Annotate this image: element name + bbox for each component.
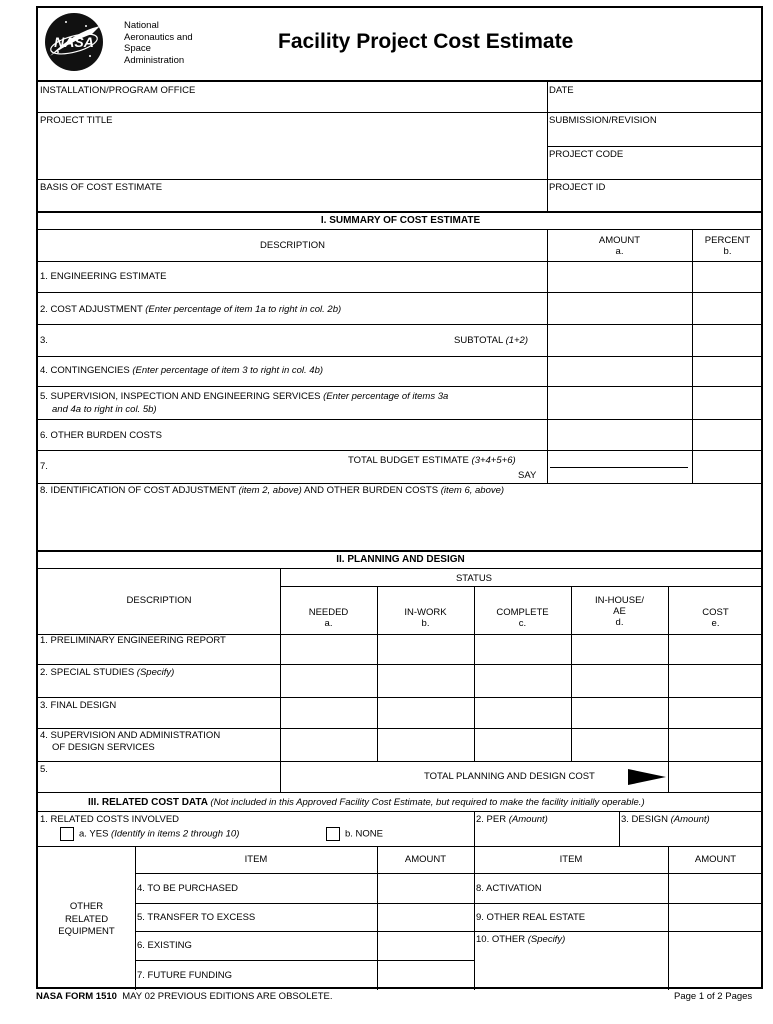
s1-amount-3[interactable]	[548, 325, 691, 355]
section-3-title: III. RELATED COST DATA (Not included in this Approved Facility Cost Estimate, but required to make the facility initially operable.)	[88, 797, 645, 808]
s1-amount-5[interactable]	[548, 387, 691, 418]
project-title-label: PROJECT TITLE	[40, 115, 113, 126]
s2-row-4: 4. SUPERVISION AND ADMINISTRATION	[40, 730, 221, 741]
form-body	[36, 6, 763, 989]
s1-row-7: 7.	[40, 461, 48, 472]
other-equipment-label	[38, 901, 135, 939]
s3-amount-5[interactable]	[378, 904, 473, 930]
s3-amount-10[interactable]	[669, 932, 762, 989]
project-code-field[interactable]	[548, 160, 762, 178]
s3-amount-4[interactable]	[378, 874, 473, 902]
agency-line: Space	[124, 43, 151, 54]
s1-say: SAY	[518, 470, 537, 481]
design-label: 3. DESIGN (Amount)	[621, 814, 710, 825]
basis-field[interactable]	[38, 193, 546, 210]
yes-option[interactable]: a. YES (Identify in items 2 through 10)	[60, 827, 239, 841]
col-amount: AMOUNT	[598, 235, 641, 246]
s2-total-cost[interactable]	[669, 762, 762, 791]
col-amount-sub: a.	[615, 246, 624, 257]
s3-item-9: 9. OTHER REAL ESTATE	[476, 912, 586, 923]
section-1-title: I. SUMMARY OF COST ESTIMATE	[320, 215, 481, 226]
s3-item-5: 5. TRANSFER TO EXCESS	[137, 912, 256, 923]
s3-item-6: 6. EXISTING	[137, 940, 192, 951]
s1-row-3: 3.	[40, 335, 48, 346]
s1-row-2: 2. COST ADJUSTMENT (Enter percentage of item 1a to right in col. 2b)	[40, 304, 342, 315]
s2-col-inhouse-2: AE	[613, 606, 626, 617]
per-field[interactable]	[475, 826, 618, 845]
s2-col-cost: COST	[702, 607, 729, 618]
s1-percent-5[interactable]	[693, 387, 762, 418]
related-costs-label: 1. RELATED COSTS INVOLVED	[40, 814, 180, 825]
project-id-label: PROJECT ID	[549, 182, 606, 193]
other-equipment-line: RELATED	[64, 913, 109, 925]
s1-row-5: 5. SUPERVISION, INSPECTION AND ENGINEERING SERVICES (Enter percentage of items 3a	[40, 391, 449, 402]
submission-field[interactable]	[548, 126, 762, 145]
s2-col-inwork: IN-WORK	[404, 607, 447, 618]
design-field[interactable]	[620, 826, 762, 845]
s2-col-cost-sub: e.	[711, 618, 720, 629]
s1-row-8: 8. IDENTIFICATION OF COST ADJUSTMENT (item 2, above) AND OTHER BURDEN COSTS (item 6, above)	[40, 485, 505, 496]
s3-amount-6[interactable]	[378, 932, 473, 959]
col-percent-sub: b.	[723, 246, 732, 257]
other-equipment-line: OTHER	[69, 901, 104, 912]
s1-total-budget: TOTAL BUDGET ESTIMATE (3+4+5+6)	[348, 455, 516, 466]
s2-col-complete: COMPLETE	[496, 607, 549, 618]
s1-amount-2[interactable]	[548, 293, 691, 323]
s2-col-description: DESCRIPTION	[126, 595, 192, 606]
col-description: DESCRIPTION	[260, 240, 325, 251]
arrow-right-icon	[628, 766, 666, 788]
s2-row-4b: OF DESIGN SERVICES	[52, 742, 155, 753]
s1-amount-6[interactable]	[548, 420, 691, 449]
footer-form: NASA FORM 1510 MAY 02 PREVIOUS EDITIONS ARE OBSOLETE.	[36, 991, 333, 1002]
date-label: DATE	[549, 85, 574, 96]
s1-amount-4[interactable]	[548, 357, 691, 385]
s2-total: TOTAL PLANNING AND DESIGN COST	[424, 771, 595, 782]
agency-line: Administration	[124, 54, 185, 66]
s2-col-needed-sub: a.	[324, 618, 333, 629]
date-field[interactable]	[548, 96, 762, 111]
s1-amount-7[interactable]	[548, 451, 691, 482]
project-id-field[interactable]	[548, 193, 762, 210]
s2-row-5: 5.	[40, 764, 48, 775]
agency-line: National	[124, 20, 159, 31]
s1-row-4: 4. CONTINGENCIES (Enter percentage of item 3 to right in col. 4b)	[40, 365, 324, 376]
s1-row-8-field[interactable]	[38, 497, 762, 549]
item-header-left: ITEM	[244, 854, 268, 865]
s1-percent-2[interactable]	[693, 293, 762, 323]
s1-subtotal: SUBTOTAL (1+2)	[454, 335, 529, 346]
s3-amount-8[interactable]	[669, 874, 762, 902]
footer-page: Page 1 of 2 Pages	[674, 991, 753, 1002]
s2-col-needed: NEEDED	[308, 607, 349, 618]
project-code-label: PROJECT CODE	[549, 149, 624, 160]
s3-item-8: 8. ACTIVATION	[476, 883, 542, 894]
installation-label: INSTALLATION/PROGRAM OFFICE	[40, 85, 196, 96]
s2-col-complete-sub: c.	[518, 618, 527, 629]
s3-item-4: 4. TO BE PURCHASED	[137, 883, 239, 894]
s3-item-7: 7. FUTURE FUNDING	[137, 970, 232, 981]
project-title-field[interactable]	[38, 126, 546, 178]
installation-field[interactable]	[38, 96, 546, 111]
s1-percent-1[interactable]	[693, 262, 762, 291]
per-label: 2. PER (Amount)	[476, 814, 548, 825]
none-option[interactable]: b. NONE	[326, 827, 383, 841]
s1-row-5-note: and 4a to right in col. 5b)	[52, 404, 157, 415]
none-checkbox[interactable]	[326, 827, 340, 841]
amount-header-left: AMOUNT	[404, 854, 447, 865]
s2-col-inhouse: IN-HOUSE/	[594, 595, 645, 606]
col-percent: PERCENT	[704, 235, 751, 246]
s3-amount-9[interactable]	[669, 904, 762, 930]
other-equipment-line: EQUIPMENT	[58, 926, 115, 937]
s3-item-10: 10. OTHER (Specify)	[476, 934, 566, 945]
s1-row-6: 6. OTHER BURDEN COSTS	[40, 430, 162, 441]
s1-percent-4[interactable]	[693, 357, 762, 385]
s2-col-inhouse-sub: d.	[615, 617, 624, 628]
item-header-right: ITEM	[559, 854, 583, 865]
submission-label: SUBMISSION/REVISION	[549, 115, 657, 126]
s2-row-2: 2. SPECIAL STUDIES (Specify)	[40, 667, 175, 678]
yes-checkbox[interactable]	[60, 827, 74, 841]
agency-line: Aeronautics and	[124, 31, 193, 43]
section-2-title: II. PLANNING AND DESIGN	[336, 554, 465, 565]
amount-header-right: AMOUNT	[694, 854, 737, 865]
s2-row-3: 3. FINAL DESIGN	[40, 700, 117, 711]
s3-amount-7[interactable]	[378, 961, 473, 989]
s1-row-1: 1. ENGINEERING ESTIMATE	[40, 271, 167, 282]
s2-row-1: 1. PRELIMINARY ENGINEERING REPORT	[40, 635, 226, 646]
s1-amount-1[interactable]	[548, 262, 691, 291]
basis-label: BASIS OF COST ESTIMATE	[40, 182, 163, 193]
s2-status: STATUS	[455, 573, 493, 584]
s2-col-inwork-sub: b.	[421, 618, 430, 629]
form-title: Facility Project Cost Estimate	[278, 30, 574, 53]
logo-text: NASA	[54, 34, 94, 50]
